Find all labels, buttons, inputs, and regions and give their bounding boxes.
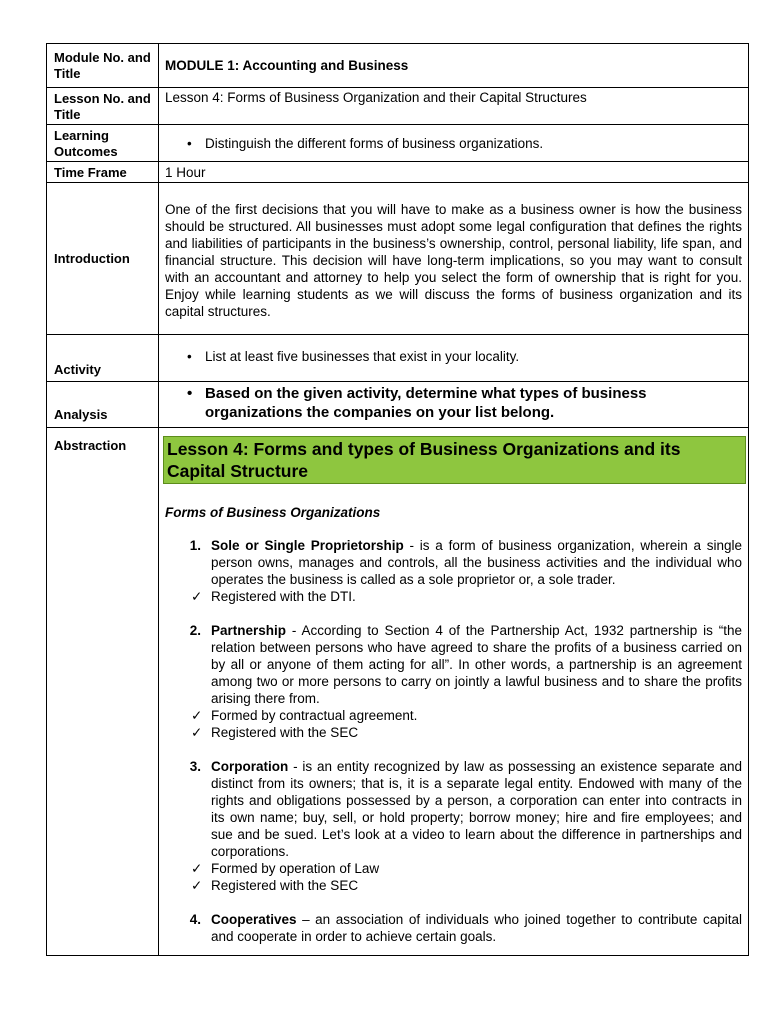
- item-term: Cooperatives: [211, 912, 297, 927]
- check-icon: ✓: [191, 725, 203, 740]
- item-term: Sole or Single Proprietorship: [211, 538, 404, 553]
- check-text: Registered with the DTI.: [211, 589, 356, 604]
- activity-text: List at least five businesses that exist in your locality.: [205, 349, 520, 364]
- introduction-text: One of the first decisions that you will have to make as a business owner is how the business should be structured. All businesses must adopt some legal configuration that defines the rights and liabilities of participants in the business’s ownership, control, personal liability, life span, and financial structure. This decision will have long-term implications, so you may want to consult with an accountant and attorney to help you select the form of ownership that is right for you. Enjoy while learning students as we will discuss the forms of business organization and its capital structures.: [159, 183, 749, 335]
- bullet-icon: •: [187, 135, 192, 151]
- item-term: Partnership: [211, 623, 287, 638]
- activity-label: Activity: [47, 335, 159, 382]
- activity-cell: [159, 335, 749, 382]
- check-icon: ✓: [191, 589, 203, 604]
- item-term: Corporation: [211, 759, 289, 774]
- check-text: Formed by contractual agreement.: [211, 708, 418, 723]
- bullet-icon: •: [187, 349, 192, 364]
- analysis-label: Analysis: [47, 382, 159, 428]
- outcome-text: Distinguish the different forms of business organizations.: [205, 135, 544, 151]
- section-subheading: Forms of Business Organizations: [165, 505, 381, 520]
- item-text: - is a form of business organization, wherein a single person owns, manages and controls, all the business activities and the individual who operates the business is called as a sole proprietor or, a sole trader.: [211, 538, 742, 587]
- abstraction-label: Abstraction: [47, 428, 159, 956]
- item-number: 3.: [189, 759, 201, 774]
- check-icon: ✓: [191, 861, 203, 876]
- outcomes-cell: [159, 125, 749, 162]
- bullet-icon: •: [187, 385, 193, 402]
- check-text: Registered with the SEC: [211, 878, 359, 893]
- item-number: 1.: [189, 538, 201, 553]
- lesson-label: Lesson No. and Title: [47, 88, 159, 125]
- timeframe-label: Time Frame: [47, 162, 159, 183]
- list-item: [165, 537, 742, 588]
- analysis-cell: [159, 382, 749, 428]
- module-title: MODULE 1: Accounting and Business: [159, 44, 749, 88]
- introduction-label: Introduction: [47, 183, 159, 335]
- item-number: 4.: [189, 912, 201, 927]
- module-label: Module No. and Title: [47, 44, 159, 88]
- list-item: [165, 758, 742, 860]
- check-text: Formed by operation of Law: [211, 861, 380, 876]
- module-table: [46, 43, 749, 956]
- check-icon: ✓: [191, 878, 203, 893]
- item-text: - is an entity recognized by law as possessing an existence separate and distinct from its owners; that is, it is a separate legal entity. Endowed with many of the rights and obligations possessed by a person, a corporation can enter into contracts in its own name; buy, sell, or hold property; borrow money; hire and fire employees; and sue and be sued. Let’s look at a video to learn about the difference in partnerships and corporations.: [211, 759, 742, 859]
- abstraction-cell: [159, 428, 749, 956]
- check-text: Registered with the SEC: [211, 725, 359, 740]
- item-text: - According to Section 4 of the Partnership Act, 1932 partnership is “the relation between persons who have agreed to share the profits of a business carried on by all or anyone of them acting for all”. In other words, a partnership is an agreement among two or more persons to carry on jointly a lawful business and to share the profits arising there from.: [211, 623, 742, 706]
- item-number: 2.: [189, 623, 201, 638]
- list-item: [165, 622, 742, 707]
- timeframe-value: 1 Hour: [159, 162, 749, 183]
- analysis-text: Based on the given activity, determine what types of business organizations the companies on your list belong.: [205, 385, 647, 421]
- list-item: [165, 911, 742, 945]
- lesson-heading: Lesson 4: Forms and types of Business Organizations and its Capital Structure: [163, 436, 746, 484]
- item-text: – an association of individuals who joined together to contribute capital and cooperate in order to achieve certain goals.: [211, 912, 742, 944]
- check-icon: ✓: [191, 708, 203, 723]
- lesson-title: Lesson 4: Forms of Business Organization and their Capital Structures: [159, 88, 749, 125]
- outcomes-label: Learning Outcomes: [47, 125, 159, 162]
